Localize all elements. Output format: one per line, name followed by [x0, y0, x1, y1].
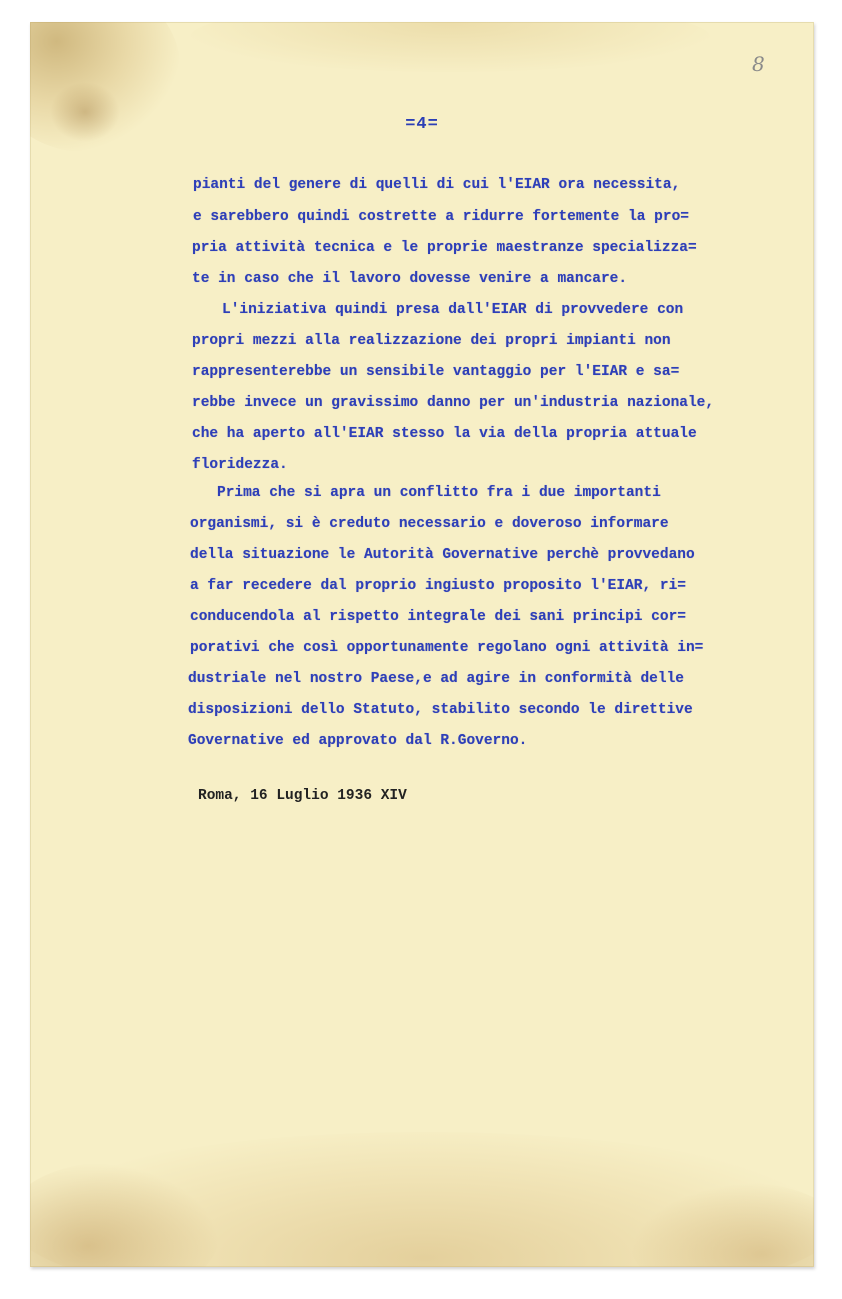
text-line: porativi che così opportunamente regolano ogni attività in=: [190, 640, 704, 656]
text-line: floridezza.: [192, 457, 288, 473]
text-line: dustriale nel nostro Paese,e ad agire in conformità delle: [188, 671, 684, 687]
text-line: e sarebbero quindi costrette a ridurre fortemente la pro=: [193, 209, 689, 225]
age-stain: [630, 1182, 814, 1267]
text-line: organismi, si è creduto necessario e doveroso informare: [190, 516, 669, 532]
text-line: rappresenterebbe un sensibile vantaggio per l'EIAR e sa=: [192, 364, 680, 380]
date-line: Roma, 16 Luglio 1936 XIV: [198, 788, 407, 804]
text-line: te in caso che il lavoro dovesse venire a mancare.: [192, 271, 628, 287]
text-line: che ha aperto all'EIAR stesso la via della propria attuale: [192, 426, 697, 442]
text-line: della situazione le Autorità Governative perchè provvedano: [190, 547, 695, 563]
text-line: disposizioni dello Statuto, stabilito secondo le direttive: [188, 702, 693, 718]
text-line: Prima che si apra un conflitto fra i due importanti: [217, 485, 661, 501]
text-line: a far recedere dal proprio ingiusto proposito l'EIAR, ri=: [190, 578, 686, 594]
folio-number: 8: [752, 52, 765, 76]
text-line: rebbe invece un gravissimo danno per un'industria nazionale,: [192, 395, 715, 411]
text-line: pianti del genere di quelli di cui l'EIAR ora necessita,: [193, 177, 681, 193]
text-line: conducendola al rispetto integrale dei sani principi cor=: [190, 609, 686, 625]
text-line: pria attività tecnica e le proprie maestranze specializza=: [192, 240, 697, 256]
document-page: [30, 22, 814, 1267]
age-stain: [30, 1132, 814, 1267]
text-line: Governative ed approvato dal R.Governo.: [188, 733, 528, 749]
text-line: L'iniziativa quindi presa dall'EIAR di provvedere con: [222, 302, 684, 318]
text-line: propri mezzi alla realizzazione dei propri impianti non: [192, 333, 671, 349]
age-stain: [30, 1162, 220, 1267]
age-stain: [190, 22, 710, 72]
page-number: =4=: [405, 115, 439, 134]
